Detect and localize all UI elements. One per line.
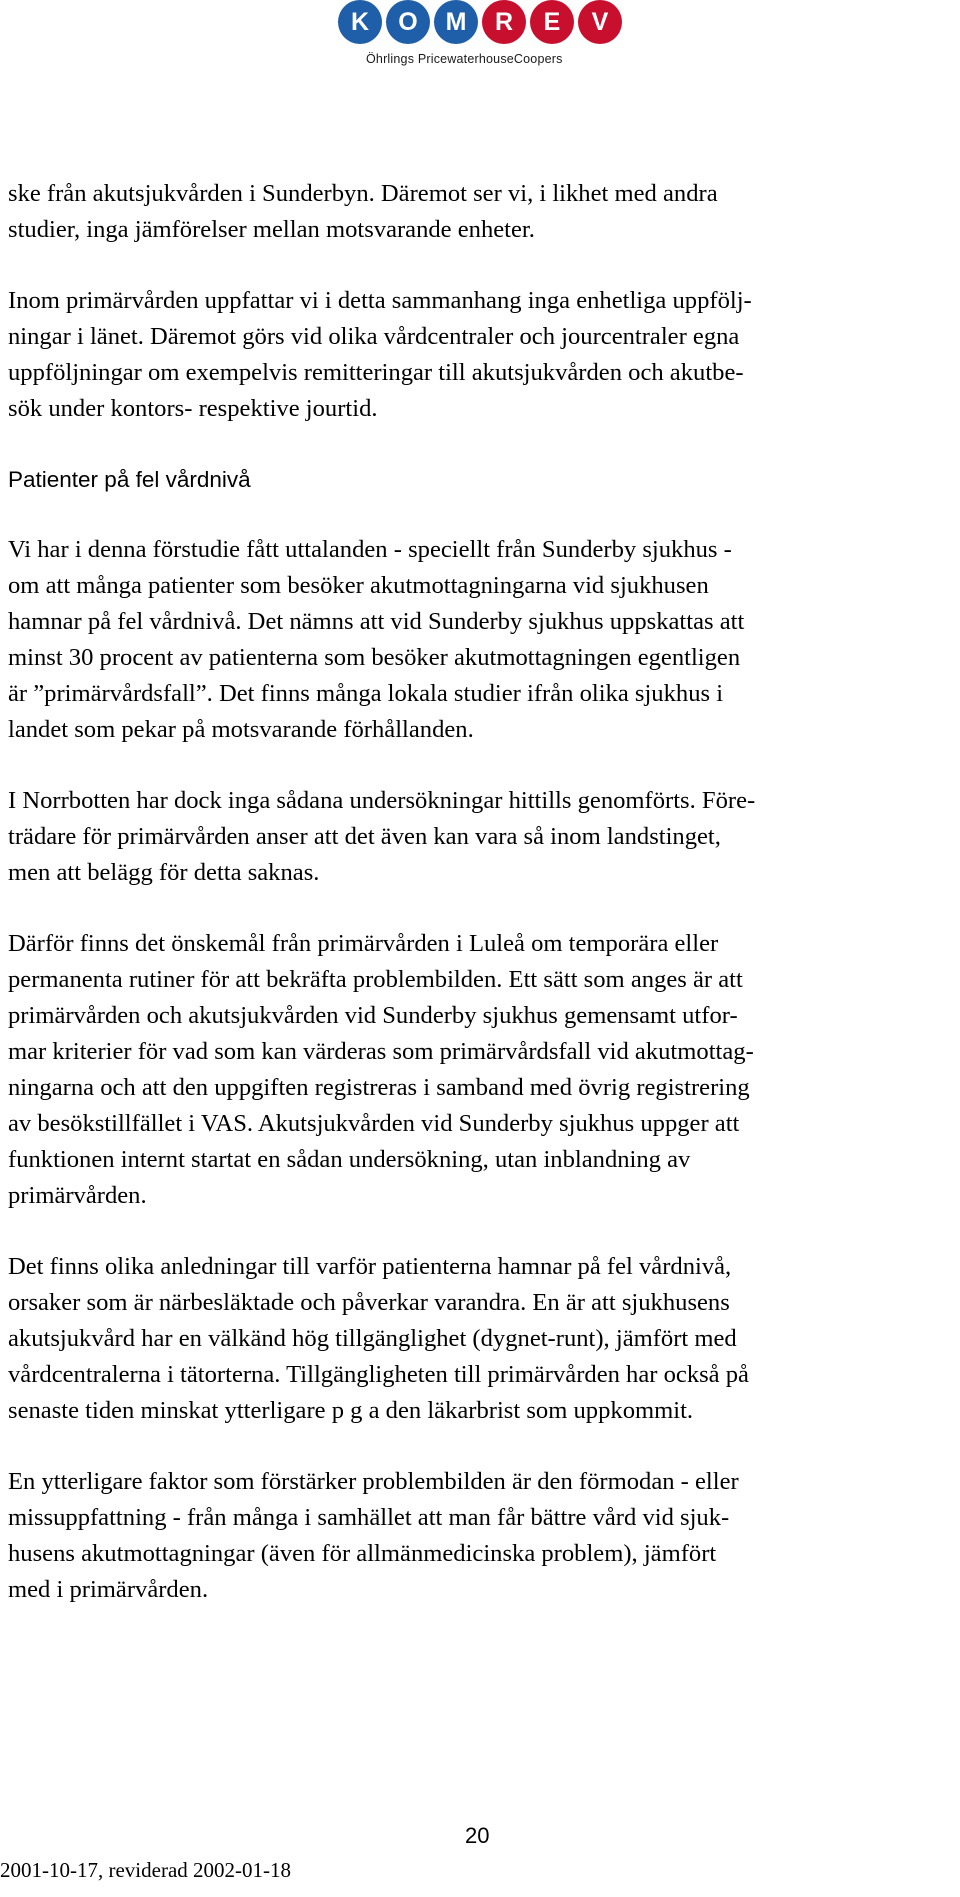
text-line: hamnar på fel vårdnivå. Det nämns att vid Sunderby sjukhus uppskattas att xyxy=(8,608,745,635)
text-line: I Norrbotten har dock inga sådana undersökningar hittills genomförts. Före- xyxy=(8,787,756,814)
text-line: primärvården. xyxy=(8,1182,147,1209)
text-line: Vi har i denna förstudie fått uttalanden - speciellt från Sunderby sjukhus - xyxy=(8,536,732,563)
text-line: av besökstillfället i VAS. Akutsjukvården vid Sunderby sjukhus uppger att xyxy=(8,1110,740,1137)
text-line: permanenta rutiner för att bekräfta problembilden. Ett sätt som anges är att xyxy=(8,966,743,993)
text-line: landet som pekar på motsvarande förhållanden. xyxy=(8,716,474,743)
text-line: med i primärvården. xyxy=(8,1576,209,1603)
text-line: ningarna och att den uppgiften registreras i samband med övrig registrering xyxy=(8,1074,750,1101)
text-line: mar kriterier för vad som kan värderas som primärvårdsfall vid akutmottag- xyxy=(8,1038,754,1065)
paragraph xyxy=(8,532,953,748)
logo-letter: R xyxy=(482,0,526,44)
footer-date: 2001-10-17, reviderad 2002-01-18 xyxy=(0,1858,292,1882)
text-line: missuppfattning - från många i samhället att man får bättre vård vid sjuk- xyxy=(8,1504,730,1531)
text-line: men att belägg för detta saknas. xyxy=(8,859,320,886)
text-line: vårdcentralerna i tätorterna. Tillgängligheten till primärvården har också på xyxy=(8,1361,749,1388)
logo-letter: V xyxy=(578,0,622,44)
logo-letters xyxy=(338,0,628,48)
logo-subtitle: Öhrlings PricewaterhouseCoopers xyxy=(366,52,563,66)
text-line: om att många patienter som besöker akutmottagningarna vid sjukhusen xyxy=(8,572,709,599)
section-heading: Patienter på fel vårdnivå xyxy=(8,467,251,492)
text-line: studier, inga jämförelser mellan motsvarande enheter. xyxy=(8,216,535,243)
text-line: trädare för primärvården anser att det även kan vara så inom landstinget, xyxy=(8,823,721,850)
paragraph xyxy=(8,1249,953,1429)
text-line: akutsjukvård har en välkänd hög tillgänglighet (dygnet-runt), jämfört med xyxy=(8,1325,737,1352)
text-line: Det finns olika anledningar till varför patienterna hamnar på fel vårdnivå, xyxy=(8,1253,732,1280)
text-line: minst 30 procent av patienterna som besöker akutmottagningen egentligen xyxy=(8,644,741,671)
text-line: uppföljningar om exempelvis remitteringar till akutsjukvården och akutbe- xyxy=(8,359,744,386)
text-line: sök under kontors- respektive jourtid. xyxy=(8,395,378,422)
text-line: Inom primärvården uppfattar vi i detta sammanhang inga enhetliga uppfölj- xyxy=(8,287,752,314)
paragraph xyxy=(8,926,953,1214)
text-line: En ytterligare faktor som förstärker problembilden är den förmodan - eller xyxy=(8,1468,739,1495)
text-line: Därför finns det önskemål från primärvården i Luleå om temporära eller xyxy=(8,930,719,957)
paragraph xyxy=(8,783,953,891)
logo-letter: E xyxy=(530,0,574,44)
text-line: orsaker som är närbesläktade och påverkar varandra. En är att sjukhusens xyxy=(8,1289,730,1316)
logo-letter: M xyxy=(434,0,478,44)
logo-letter: K xyxy=(338,0,382,44)
paragraph xyxy=(8,1464,953,1608)
text-line: funktionen internt startat en sådan undersökning, utan inblandning av xyxy=(8,1146,691,1173)
text-line: ske från akutsjukvården i Sunderbyn. Däremot ser vi, i likhet med andra xyxy=(8,180,718,207)
text-line: primärvården och akutsjukvården vid Sunderby sjukhus gemensamt utfor- xyxy=(8,1002,738,1029)
body-text xyxy=(8,176,953,1643)
text-line: är ”primärvårdsfall”. Det finns många lokala studier ifrån olika sjukhus i xyxy=(8,680,724,707)
logo-letter: O xyxy=(386,0,430,44)
paragraph xyxy=(8,283,953,427)
text-line: senaste tiden minskat ytterligare p g a den läkarbrist som uppkommit. xyxy=(8,1397,694,1424)
paragraph xyxy=(8,176,953,248)
text-line: ningar i länet. Däremot görs vid olika vårdcentraler och jourcentraler egna xyxy=(8,323,740,350)
page-number: 20 xyxy=(465,1823,490,1848)
komrev-logo xyxy=(0,0,960,80)
text-line: husens akutmottagningar (även för allmänmedicinska problem), jämfört xyxy=(8,1540,717,1567)
